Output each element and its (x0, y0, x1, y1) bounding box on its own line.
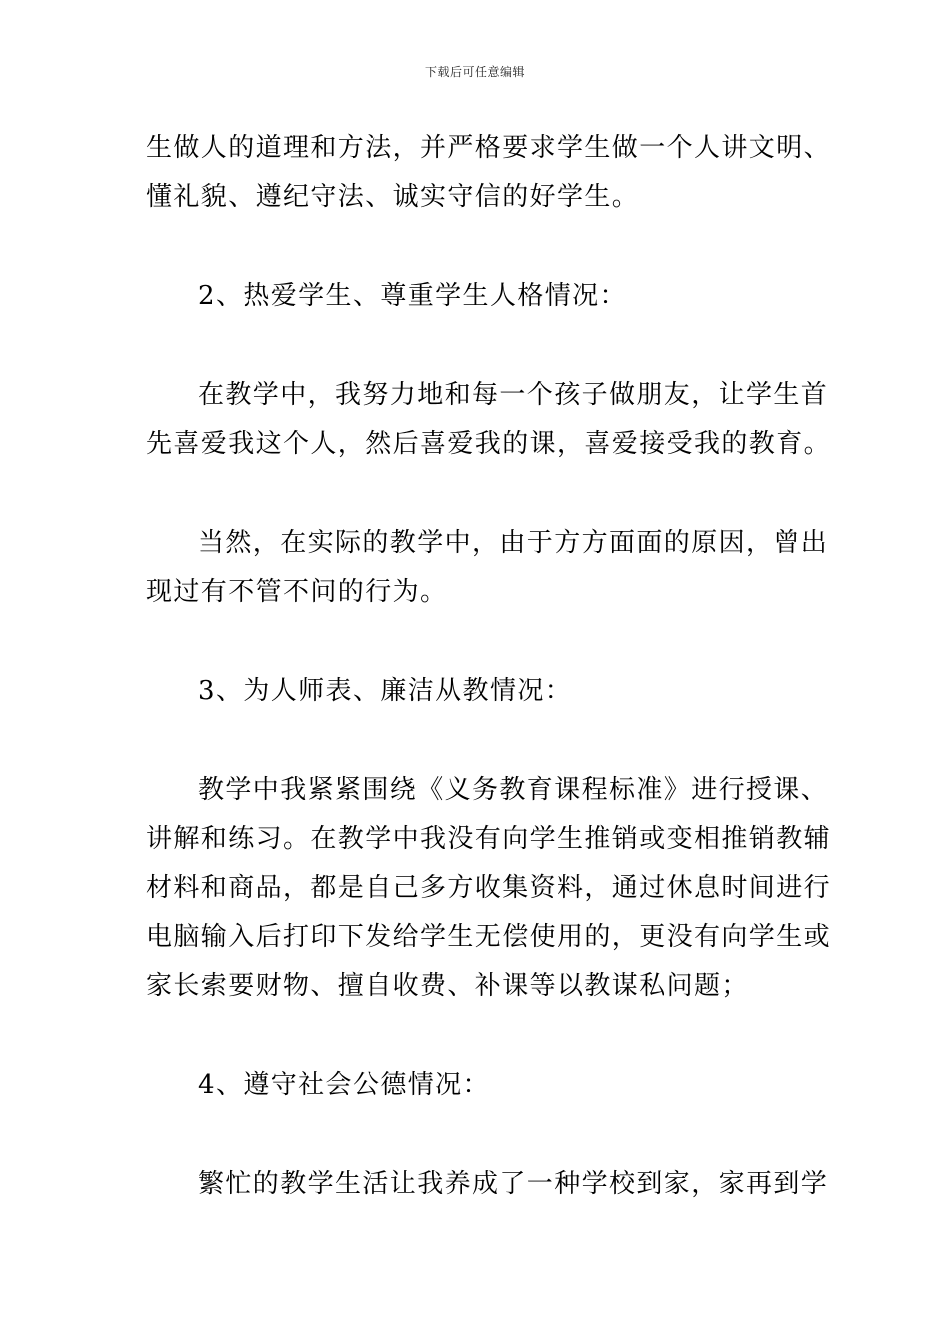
paragraph-line: 生做人的道理和方法，并严格要求学生做一个人讲文明、 (146, 133, 832, 163)
section-heading-3 (146, 667, 811, 716)
section-heading-2 (146, 272, 811, 321)
paragraph-line: 现过有不管不问的行为。 (146, 577, 448, 607)
paragraph-8 (146, 1160, 829, 1209)
paragraph-1 (146, 124, 832, 222)
paragraph-6 (146, 766, 832, 1011)
paragraph-line: 在教学中，我努力地和每一个孩子做朋友，让学生首 (198, 380, 829, 410)
paragraph-line: 懂礼貌、遵纪守法、诚实守信的好学生。 (146, 182, 640, 212)
page-header: 下载后可任意编辑 (424, 65, 525, 79)
heading-line: 4、遵守社会公德情况： (198, 1070, 490, 1100)
paragraph-line: 当然，在实际的教学中，由于方方面面的原因，曾出 (198, 528, 829, 558)
paragraph-line: 电脑输入后打印下发给学生无偿使用的，更没有向学生或 (146, 922, 832, 952)
paragraph-line: 先喜爱我这个人，然后喜爱我的课，喜爱接受我的教育。 (146, 429, 832, 459)
heading-line: 2、热爱学生、尊重学生人格情况： (198, 281, 627, 311)
paragraph-line: 材料和商品，都是自己多方收集资料，通过休息时间进行 (146, 873, 832, 903)
paragraph-line: 繁忙的教学生活让我养成了一种学校到家，家再到学 (198, 1169, 829, 1199)
paragraph-line: 教学中我紧紧围绕《义务教育课程标准》进行授课、 (198, 775, 829, 805)
document-body (146, 124, 832, 1259)
paragraph-4 (146, 519, 829, 617)
paragraph-line: 家长索要财物、擅自收费、补课等以教谋私问题； (146, 971, 749, 1001)
paragraph-line: 讲解和练习。在教学中我没有向学生推销或变相推销教辅 (146, 824, 832, 854)
paragraph-3 (146, 371, 832, 469)
heading-line: 3、为人师表、廉洁从教情况： (198, 676, 573, 706)
section-heading-4 (146, 1061, 811, 1110)
